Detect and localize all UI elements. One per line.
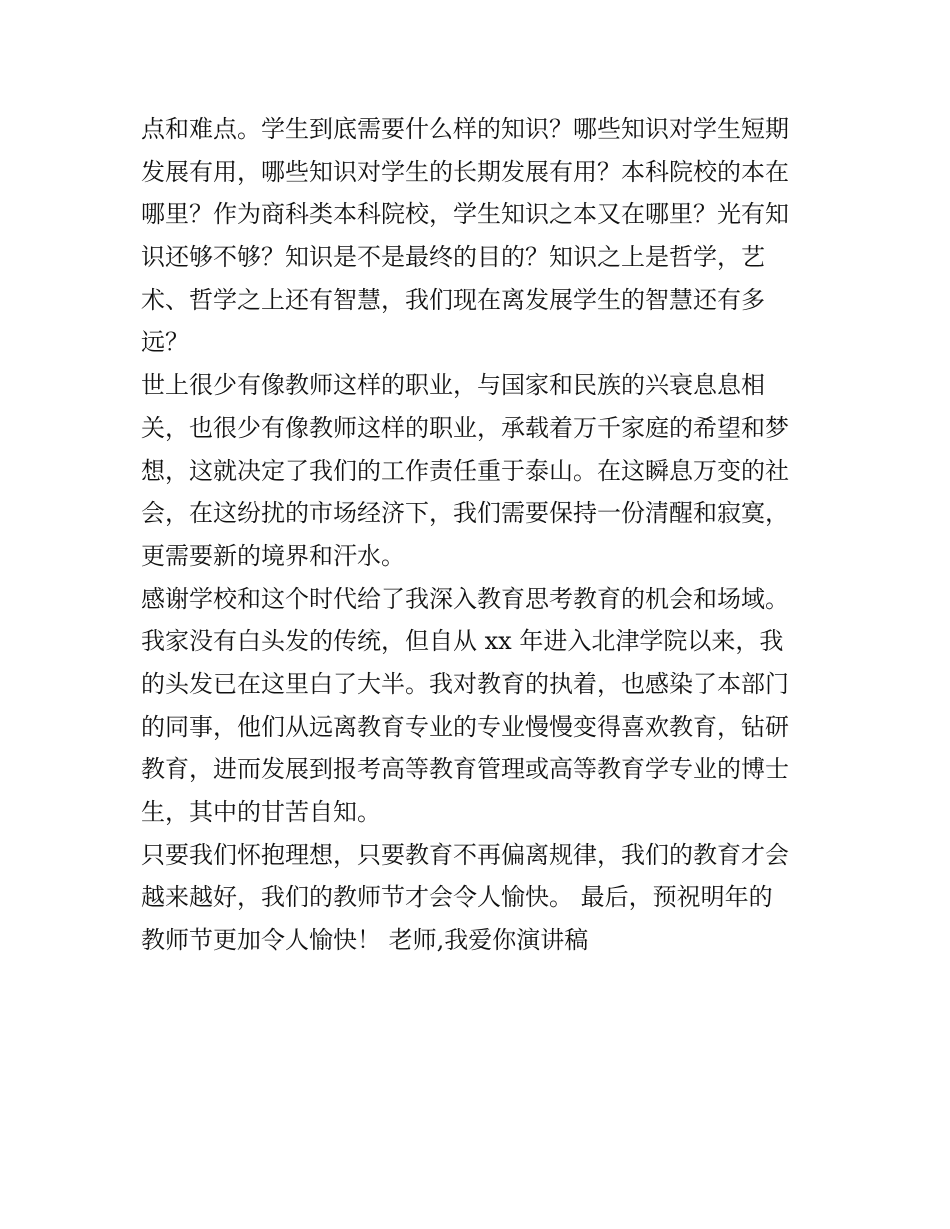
text-line: 越来越好，我们的教师节才会令人愉快。 最后，预祝明年的 xyxy=(141,883,773,912)
text-line: 想，这就决定了我们的工作责任重于泰山。在这瞬息万变的社 xyxy=(141,456,789,485)
text-line: 远？ xyxy=(141,328,189,357)
text-line: 术、哲学之上还有智慧，我们现在离发展学生的智慧还有多 xyxy=(141,285,765,314)
text-line: 识还够不够？知识是不是最终的目的？知识之上是哲学，艺 xyxy=(141,243,765,272)
text-line: 教育，进而发展到报考高等教育管理或高等教育学专业的博士 xyxy=(141,755,789,784)
text-line: 发展有用，哪些知识对学生的长期发展有用？本科院校的本在 xyxy=(141,157,789,186)
text-line: 世上很少有像教师这样的职业，与国家和民族的兴衰息息相 xyxy=(141,371,765,400)
text-line: 点和难点。学生到底需要什么样的知识？哪些知识对学生短期 xyxy=(141,115,789,143)
text-line: 的同事，他们从远离教育专业的专业慢慢变得喜欢教育，钻研 xyxy=(141,712,789,741)
text-line: 更需要新的境界和汗水。 xyxy=(141,541,405,570)
text-line: 哪里？作为商科类本科院校，学生知识之本又在哪里？光有知 xyxy=(141,200,789,229)
text-line: 的头发已在这里白了大半。我对教育的执着，也感染了本部门 xyxy=(141,669,789,698)
text-line: 会，在这纷扰的市场经济下，我们需要保持一份清醒和寂寞， xyxy=(141,499,789,528)
body-text xyxy=(141,108,821,962)
text-line: 关，也很少有像教师这样的职业，承载着万千家庭的希望和梦 xyxy=(141,413,789,442)
text-line: 感谢学校和这个时代给了我深入教育思考教育的机会和场域。 xyxy=(141,584,789,613)
text-line: 教师节更加令人愉快！ 老师,我爱你演讲稿 xyxy=(141,926,589,955)
text-line: 生，其中的甘苦自知。 xyxy=(141,798,381,826)
text-line: 我家没有白头发的传统，但自从 xx 年进入北津学院以来，我 xyxy=(141,627,784,656)
text-line: 只要我们怀抱理想，只要教育不再偏离规律，我们的教育才会 xyxy=(141,840,789,869)
